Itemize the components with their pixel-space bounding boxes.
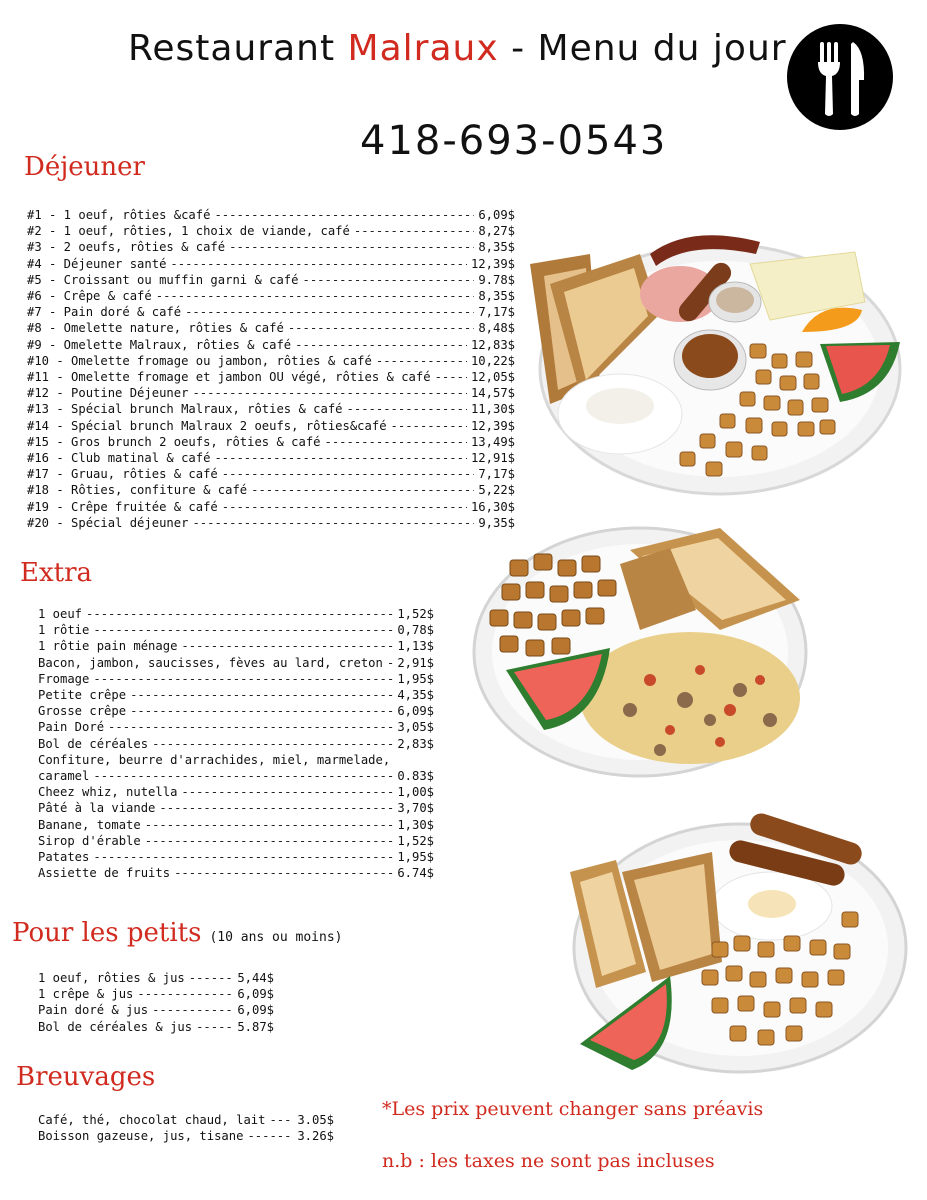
menu-item-price: 11,30$ (470, 402, 515, 417)
dejeuner-menu-item (27, 207, 515, 223)
dejeuner-menu-item (27, 466, 515, 482)
dotted-leader (181, 638, 393, 654)
menu-item-price: 6,09$ (397, 704, 434, 719)
menu-item-price: 1,52$ (397, 833, 434, 848)
menu-item-price: 5.87$ (237, 1019, 274, 1034)
menu-item-name: #14 - Spécial brunch Malraux 2 oeufs, rôties&café (27, 418, 387, 433)
dotted-leader (130, 687, 393, 703)
dotted-leader (137, 986, 233, 1002)
dejeuner-menu-item (27, 401, 515, 417)
sausage-plate-photo (562, 812, 910, 1074)
menu-item-name: Assiette de fruits (38, 866, 171, 881)
menu-item-name: Petite crêpe (38, 688, 127, 703)
dejeuner-menu-item (27, 482, 515, 498)
extra-menu-item (38, 865, 434, 881)
menu-item-name: 1 crêpe & jus (38, 987, 134, 1002)
menu-item-price: 1,00$ (397, 785, 434, 800)
dotted-leader (269, 1112, 293, 1128)
dotted-leader (145, 817, 394, 833)
breuvages-menu-item (38, 1112, 334, 1128)
dejeuner-menu-item (27, 385, 515, 401)
extra-menu-item (38, 622, 434, 638)
menu-item-name: #1 - 1 oeuf, rôties &café (27, 208, 211, 222)
menu-item-price: 10,22$ (470, 353, 515, 368)
dotted-leader (93, 671, 393, 687)
extra-menu-item (38, 817, 434, 833)
dejeuner-menu-item (27, 434, 515, 450)
menu-item-name: #8 - Omelette nature, rôties & café (27, 321, 284, 336)
dejeuner-menu-item (27, 223, 515, 239)
menu-item-price: 12,39$ (470, 256, 515, 271)
menu-item-name: #6 - Crêpe & café (27, 289, 152, 304)
menu-item-name: Café, thé, chocolat chaud, lait (38, 1113, 266, 1127)
dotted-leader (192, 385, 467, 401)
dotted-leader (196, 1019, 233, 1035)
menu-item-name: #17 - Gruau, rôties & café (27, 467, 218, 482)
menu-item-name: 1 oeuf (38, 607, 83, 621)
menu-item-name: Fromage (38, 671, 90, 686)
dotted-leader (288, 320, 475, 336)
fork-knife-icon (787, 24, 893, 130)
menu-item-price: 16,30$ (470, 499, 515, 514)
dotted-leader (214, 450, 467, 466)
menu-item-name: Pain doré & jus (38, 1003, 149, 1018)
dejeuner-menu-item (27, 272, 515, 288)
title-suffix: - Menu du jour (498, 28, 787, 69)
dotted-leader (435, 369, 467, 385)
dotted-leader (108, 719, 393, 735)
dotted-leader (189, 970, 234, 986)
extra-menu-item (38, 655, 434, 671)
menu-item-price: 3,70$ (397, 801, 434, 816)
dejeuner-list (27, 207, 515, 531)
petits-list (38, 970, 274, 1035)
menu-item-name: Boisson gazeuse, jus, tisane (38, 1129, 244, 1144)
menu-item-name: Pain Doré (38, 720, 105, 735)
section-title-dejeuner: Déjeuner (24, 152, 145, 182)
dotted-leader (391, 418, 467, 434)
menu-item-name: #19 - Crêpe fruitée & café (27, 499, 218, 514)
dotted-leader (222, 466, 475, 482)
menu-item-name: Pâté à la viande (38, 801, 156, 816)
menu-item-price: 5,44$ (237, 971, 274, 985)
petits-age-note: (10 ans ou moins) (209, 930, 343, 945)
menu-item-price: 1,52$ (397, 607, 434, 621)
extra-menu-item (38, 606, 434, 622)
menu-item-price: 12,83$ (470, 337, 515, 352)
tax-notice: n.b : les taxes ne sont pas incluses (382, 1150, 715, 1172)
menu-item-name: Confiture, beurre d'arrachides, miel, marmelade, (38, 752, 391, 767)
extra-menu-item (38, 687, 434, 703)
menu-item-price: 8,35$ (478, 240, 515, 255)
dejeuner-menu-item (27, 450, 515, 466)
dotted-leader (185, 304, 474, 320)
dotted-leader (174, 865, 393, 881)
extra-menu-item (38, 671, 434, 687)
menu-item-price: 6,09$ (237, 987, 274, 1002)
menu-item-price: 14,57$ (470, 386, 515, 401)
menu-item-price: 9,35$ (478, 515, 515, 530)
petits-menu-item (38, 1019, 274, 1035)
menu-item-price: 3.26$ (297, 1129, 334, 1144)
dotted-leader (156, 288, 475, 304)
menu-item-name: #4 - Déjeuner santé (27, 256, 167, 271)
menu-item-price: 12,91$ (470, 451, 515, 466)
menu-item-price: 8,27$ (478, 224, 515, 239)
menu-item-name: caramel (38, 769, 90, 784)
dotted-leader (295, 337, 467, 353)
petits-menu-item (38, 970, 274, 986)
dotted-leader (145, 833, 394, 849)
extra-menu-item (38, 638, 434, 654)
menu-item-price: 1,95$ (397, 850, 434, 865)
dejeuner-menu-item (27, 515, 515, 531)
breuvages-list (38, 1112, 334, 1144)
page-title (128, 28, 808, 69)
dejeuner-menu-item (27, 320, 515, 336)
dotted-leader (192, 515, 474, 531)
extra-menu-item (38, 784, 434, 800)
dotted-leader (130, 703, 393, 719)
menu-item-name: Bacon, jambon, saucisses, fèves au lard, creton (38, 655, 383, 670)
menu-item-price: 7,17$ (478, 467, 515, 482)
menu-item-price: 1,30$ (397, 817, 434, 832)
dotted-leader (159, 800, 393, 816)
dejeuner-menu-item (27, 337, 515, 353)
extra-menu-item (38, 833, 434, 849)
menu-item-name: #11 - Omelette fromage et jambon OU végé, rôties & café (27, 370, 431, 385)
section-title-breuvages: Breuvages (16, 1062, 156, 1092)
price-change-notice: *Les prix peuvent changer sans préavis (382, 1098, 764, 1120)
menu-item-price: 0,78$ (397, 623, 434, 638)
menu-item-price: 2,91$ (397, 655, 434, 670)
extra-menu-item (38, 719, 434, 735)
extra-menu-item (38, 800, 434, 816)
breuvages-menu-item (38, 1128, 334, 1144)
title-brand: Malraux (347, 28, 499, 69)
dotted-leader (93, 622, 393, 638)
dotted-leader (170, 256, 467, 272)
menu-item-name: Bol de céréales & jus (38, 1019, 193, 1034)
menu-item-price: 1,95$ (397, 671, 434, 686)
dejeuner-menu-item (27, 239, 515, 255)
extra-menu-item (38, 736, 434, 752)
dotted-leader (152, 736, 393, 752)
extra-menu-item (38, 703, 434, 719)
menu-item-name: Cheez whiz, nutella (38, 785, 178, 800)
menu-item-name: #2 - 1 oeuf, rôties, 1 choix de viande, café (27, 224, 350, 239)
menu-item-price: 5,22$ (478, 483, 515, 498)
menu-item-price: 3,05$ (397, 720, 434, 735)
menu-item-price: 8,35$ (478, 289, 515, 304)
dotted-leader (181, 784, 393, 800)
menu-item-name: #3 - 2 oeufs, rôties & café (27, 240, 226, 255)
menu-item-price: 6,09$ (478, 208, 515, 222)
menu-item-name: #10 - Omelette fromage ou jambon, rôties & café (27, 353, 372, 368)
menu-item-name: Patates (38, 850, 90, 865)
menu-item-price: 12,39$ (470, 418, 515, 433)
menu-item-name: #20 - Spécial déjeuner (27, 515, 189, 530)
menu-item-price: 3.05$ (297, 1113, 334, 1127)
menu-item-name: #12 - Poutine Déjeuner (27, 386, 189, 401)
menu-item-price: 9.78$ (478, 272, 515, 287)
menu-item-name: 1 oeuf, rôties & jus (38, 971, 185, 985)
menu-item-price: 6,09$ (237, 1003, 274, 1018)
extra-menu-item (38, 768, 434, 784)
section-title-extra: Extra (20, 558, 93, 588)
menu-item-price: 12,05$ (470, 370, 515, 385)
dotted-leader (387, 655, 393, 671)
menu-item-name: Banane, tomate (38, 817, 141, 832)
menu-item-price: 8,48$ (478, 321, 515, 336)
extra-menu-item (38, 752, 434, 768)
dotted-leader (229, 239, 474, 255)
breakfast-plate-photo (520, 224, 910, 504)
phone-number: 418-693-0543 (360, 118, 668, 164)
dotted-leader (214, 207, 474, 223)
menu-item-name: #5 - Croissant ou muffin garni & café (27, 272, 299, 287)
dotted-leader (354, 223, 474, 239)
title-prefix: Restaurant (128, 28, 348, 69)
menu-item-price: 7,17$ (478, 305, 515, 320)
dotted-leader (251, 482, 474, 498)
section-title-petits (12, 918, 343, 948)
menu-item-name: #7 - Pain doré & café (27, 305, 182, 320)
dotted-leader (93, 768, 393, 784)
dejeuner-menu-item (27, 288, 515, 304)
menu-item-name: #16 - Club matinal & café (27, 451, 211, 466)
menu-item-name: Sirop d'érable (38, 833, 141, 848)
petits-title: Pour les petits (12, 918, 202, 948)
dejeuner-menu-item (27, 304, 515, 320)
dejeuner-menu-item (27, 353, 515, 369)
dotted-leader (222, 499, 467, 515)
dejeuner-menu-item (27, 256, 515, 272)
menu-item-price: 0.83$ (397, 769, 434, 784)
menu-item-name: #13 - Spécial brunch Malraux, rôties & café (27, 402, 343, 417)
petits-menu-item (38, 986, 274, 1002)
dotted-leader (86, 606, 393, 622)
extra-menu-item (38, 849, 434, 865)
menu-item-name: 1 rôtie (38, 623, 90, 638)
extra-list (38, 606, 434, 881)
menu-item-price: 13,49$ (470, 434, 515, 449)
dotted-leader (376, 353, 467, 369)
menu-item-name: #15 - Gros brunch 2 oeufs, rôties & café (27, 434, 321, 449)
dotted-leader (152, 1002, 233, 1018)
dotted-leader (247, 1128, 293, 1144)
dejeuner-menu-item (27, 369, 515, 385)
menu-item-price: 6.74$ (397, 866, 434, 881)
menu-item-price: 2,83$ (397, 736, 434, 751)
dotted-leader (325, 434, 467, 450)
petits-menu-item (38, 1002, 274, 1018)
dotted-leader (93, 849, 393, 865)
menu-item-name: Grosse crêpe (38, 704, 127, 719)
menu-item-price: 4,35$ (397, 688, 434, 703)
menu-item-name: 1 rôtie pain ménage (38, 639, 178, 654)
menu-item-price: 1,13$ (397, 639, 434, 654)
menu-item-name: Bol de céréales (38, 736, 149, 751)
menu-item-name: #18 - Rôties, confiture & café (27, 483, 248, 498)
dejeuner-menu-item (27, 418, 515, 434)
dejeuner-menu-item (27, 499, 515, 515)
dotted-leader (303, 272, 475, 288)
menu-item-name: #9 - Omelette Malraux, rôties & café (27, 337, 292, 352)
omelette-plate-photo (470, 520, 810, 785)
dotted-leader (347, 401, 467, 417)
